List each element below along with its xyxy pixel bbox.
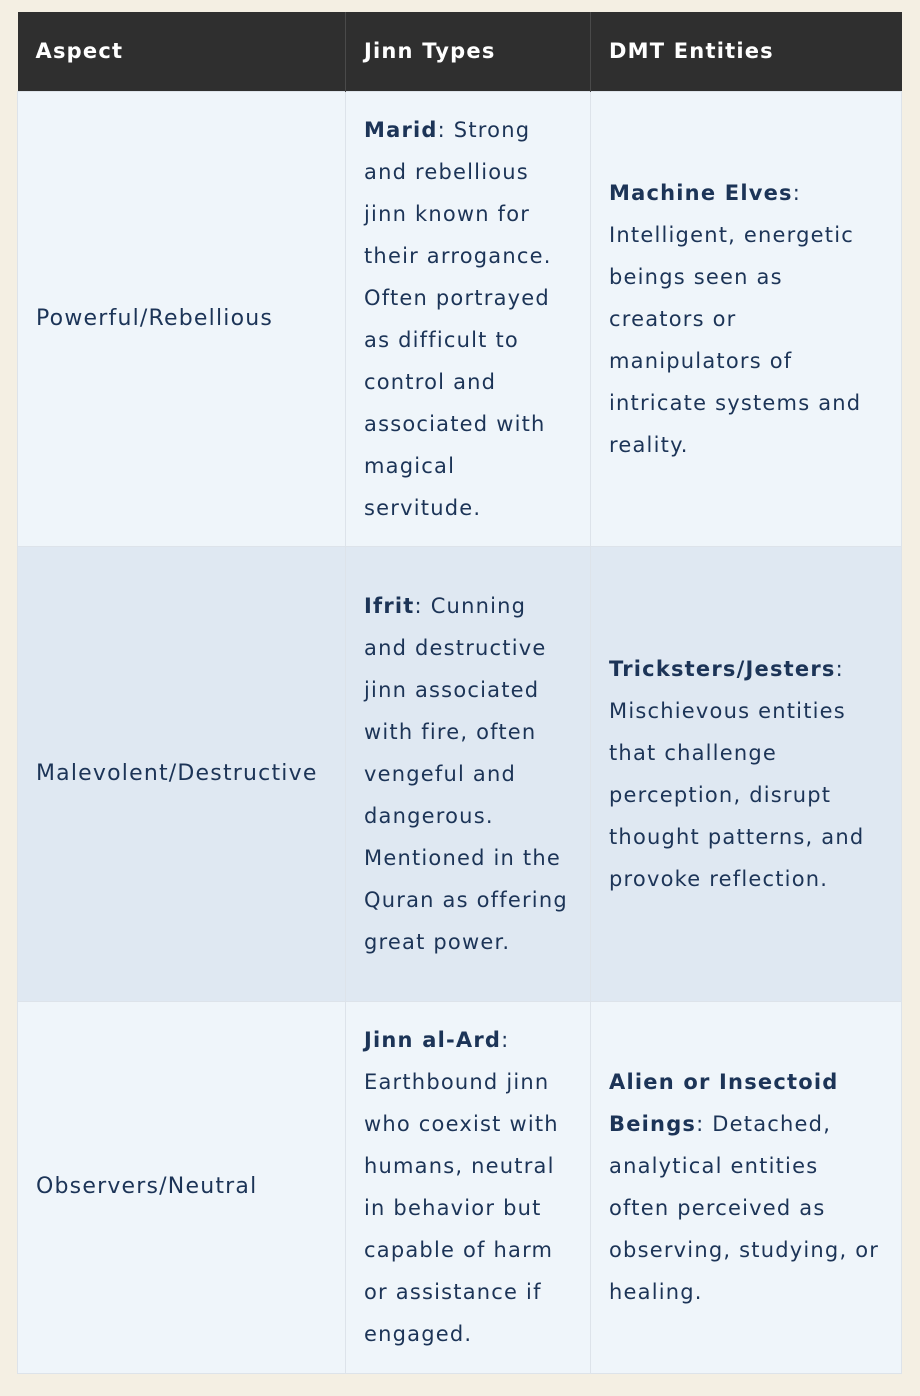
header-row: [18, 12, 902, 91]
header-aspect: Aspect: [18, 12, 346, 91]
dmt-description: : Intelligent, energetic beings seen as creators or manipulators of intricate systems and reality.: [609, 180, 862, 457]
table-row: [18, 91, 902, 546]
jinn-cell: [346, 546, 591, 1001]
aspect-cell: Malevolent/Destructive: [18, 546, 346, 1001]
dmt-name: Machine Elves: [609, 180, 793, 205]
table-row: [18, 546, 902, 1001]
comparison-table: [17, 12, 902, 1374]
jinn-name: Marid: [364, 117, 438, 142]
jinn-cell: [346, 1001, 591, 1373]
jinn-cell: [346, 91, 591, 546]
dmt-cell: [591, 91, 902, 546]
table-header: [18, 12, 902, 91]
jinn-name: Jinn al-Ard: [364, 1028, 502, 1052]
dmt-description: : Detached, analytical entities often perceived as observing, studying, or healing.: [609, 1112, 880, 1304]
header-jinn-types: Jinn Types: [346, 12, 591, 91]
aspect-cell: Observers/Neutral: [18, 1001, 346, 1373]
dmt-name: Alien or Insectoid Beings: [609, 1070, 839, 1136]
comparison-table-container: [17, 12, 901, 1374]
dmt-cell: [591, 1001, 902, 1373]
jinn-description: : Strong and rebellious jinn known for their arrogance. Often portrayed as difficult to control and associated with magical servitude.: [364, 117, 552, 520]
header-dmt-entities: DMT Entities: [609, 39, 774, 64]
jinn-description: : Earthbound jinn who coexist with humans, neutral in behavior but capable of harm or assistance if engaged.: [364, 1028, 559, 1346]
aspect-cell: Powerful/Rebellious: [18, 91, 346, 546]
dmt-cell: [591, 546, 902, 1001]
jinn-name: Ifrit: [364, 593, 415, 618]
table-row: [18, 1001, 902, 1373]
dmt-description: : Mischievous entities that challenge perception, disrupt thought patterns, and provoke reflection.: [609, 656, 865, 891]
jinn-description: : Cunning and destructive jinn associated with fire, often vengeful and dangerous. Mentioned in the Quran as offering great power.: [364, 593, 568, 954]
dmt-name: Tricksters/Jesters: [609, 656, 836, 681]
table-body: [18, 91, 902, 1373]
